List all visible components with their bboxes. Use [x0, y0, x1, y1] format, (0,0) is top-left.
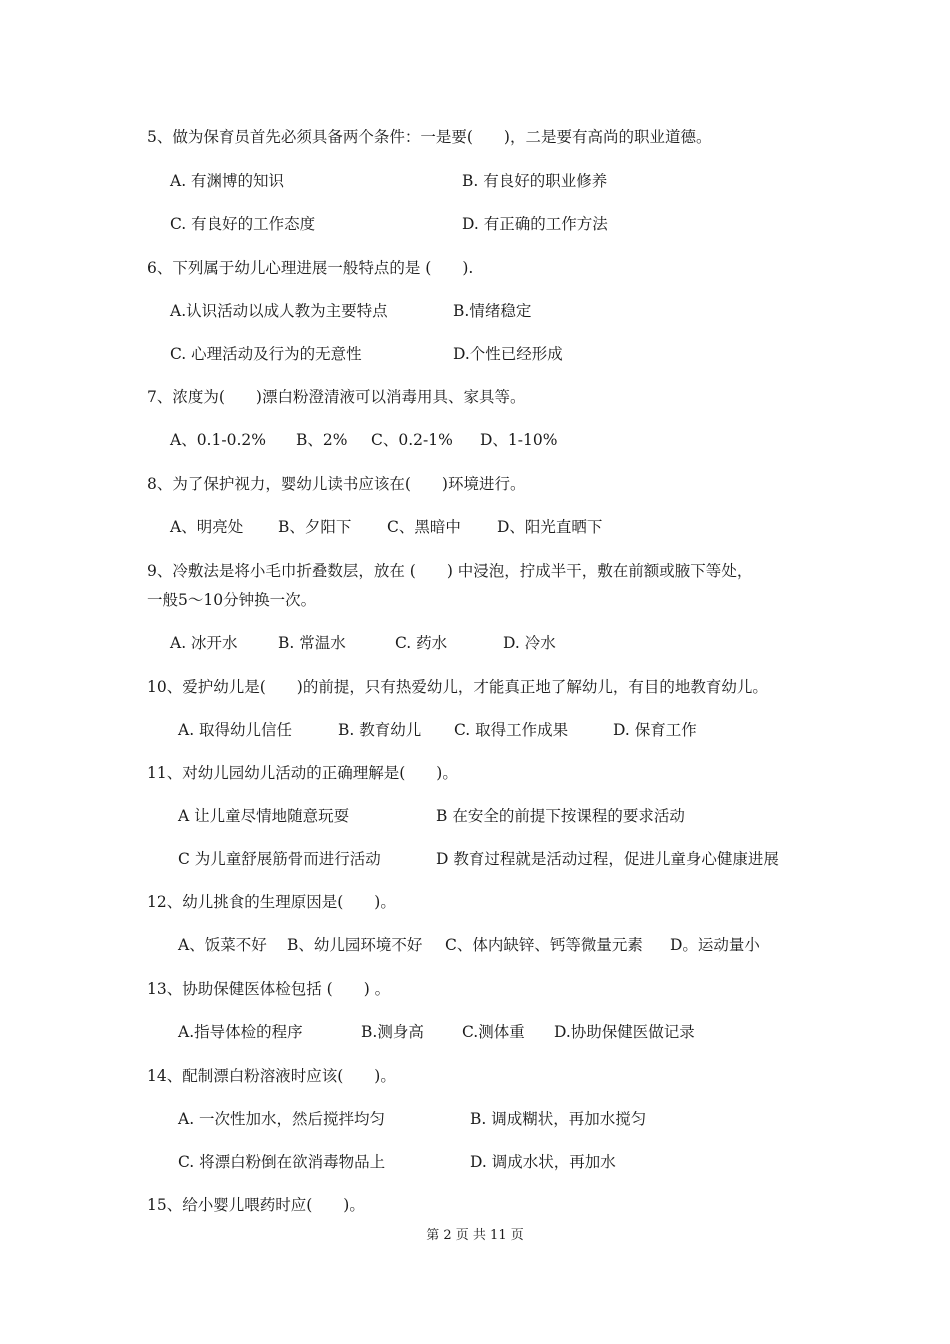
- q6-option-a: A.认识活动以成人教为主要特点: [170, 302, 388, 320]
- q13-option-d: D.协助保健医做记录: [554, 1023, 695, 1041]
- q10-option-b: B. 教育幼儿: [338, 721, 422, 739]
- q14-option-b: B. 调成糊状，再加水搅匀: [470, 1110, 647, 1128]
- question-13-stem: 13、协助保健医体检包括 ( ) 。: [147, 980, 391, 998]
- q14-option-a: A. 一次性加水，然后搅拌均匀: [178, 1110, 386, 1128]
- page-number-footer: 第 2 页 共 11 页: [426, 1228, 524, 1243]
- question-14-stem: 14、配制漂白粉溶液时应该( )。: [147, 1067, 396, 1085]
- question-12-stem: 12、幼儿挑食的生理原因是( )。: [147, 893, 396, 911]
- q8-option-b: B、夕阳下: [278, 518, 352, 536]
- q5-option-c: C. 有良好的工作态度: [170, 215, 316, 233]
- q9-option-a: A. 冰开水: [170, 634, 238, 652]
- question-9-stem-continued: 一般5～10分钟换一次。: [147, 591, 317, 609]
- q12-option-c: C、体内缺锌、钙等微量元素: [445, 936, 643, 954]
- q5-option-d: D. 有正确的工作方法: [462, 215, 608, 233]
- question-11-stem: 11、对幼儿园幼儿活动的正确理解是( )。: [147, 764, 458, 782]
- q6-option-c: C. 心理活动及行为的无意性: [170, 345, 362, 363]
- q12-option-d: D。运动量小: [670, 936, 760, 954]
- q10-option-c: C. 取得工作成果: [454, 721, 569, 739]
- q7-option-d: D、1-10%: [480, 431, 558, 449]
- q9-option-d: D. 冷水: [503, 634, 556, 652]
- question-15-stem: 15、给小婴儿喂药时应( )。: [147, 1196, 365, 1214]
- q14-option-c: C. 将漂白粉倒在欲消毒物品上: [178, 1153, 386, 1171]
- question-8-stem: 8、为了保护视力，婴幼儿读书应该在( )环境进行。: [147, 475, 526, 493]
- q13-option-a: A.指导体检的程序: [178, 1023, 303, 1041]
- q11-option-a: A 让儿童尽情地随意玩耍: [178, 807, 350, 825]
- q7-option-b: B、2%: [296, 431, 348, 449]
- q14-option-d: D. 调成水状，再加水: [470, 1153, 616, 1171]
- q5-option-a: A. 有渊博的知识: [170, 172, 285, 190]
- q9-option-b: B. 常温水: [278, 634, 346, 652]
- question-9-stem: 9、冷敷法是将小毛巾折叠数层，放在 ( ) 中浸泡，拧成半干，敷在前额或腋下等处，: [147, 562, 753, 580]
- question-5-stem: 5、做为保育员首先必须具备两个条件：一是要( )，二是要有高尚的职业道德。: [147, 128, 712, 146]
- q11-option-b: B 在安全的前提下按课程的要求活动: [436, 807, 685, 825]
- q6-option-b: B.情绪稳定: [453, 302, 532, 320]
- question-7-stem: 7、浓度为( )漂白粉澄清液可以消毒用具、家具等。: [147, 388, 526, 406]
- q8-option-c: C、黑暗中: [387, 518, 461, 536]
- question-6-stem: 6、下列属于幼儿心理进展一般特点的是 ( ).: [147, 259, 474, 277]
- q5-option-b: B. 有良好的职业修养: [462, 172, 608, 190]
- q13-option-c: C.测体重: [462, 1023, 525, 1041]
- q7-option-c: C、0.2-1%: [371, 431, 453, 449]
- q7-option-a: A、0.1-0.2%: [170, 431, 266, 449]
- q12-option-a: A、饭菜不好: [178, 936, 267, 954]
- q11-option-c: C 为儿童舒展筋骨而进行活动: [178, 850, 381, 868]
- q10-option-d: D. 保育工作: [613, 721, 697, 739]
- q13-option-b: B.测身高: [361, 1023, 424, 1041]
- q10-option-a: A. 取得幼儿信任: [178, 721, 293, 739]
- q9-option-c: C. 药水: [395, 634, 448, 652]
- q6-option-d: D.个性已经形成: [453, 345, 563, 363]
- q11-option-d: D 教育过程就是活动过程，促进儿童身心健康进展: [436, 850, 779, 868]
- q8-option-a: A、明亮处: [170, 518, 244, 536]
- q12-option-b: B、幼儿园环境不好: [287, 936, 423, 954]
- q8-option-d: D、阳光直晒下: [497, 518, 603, 536]
- question-10-stem: 10、爱护幼儿是( )的前提，只有热爱幼儿，才能真正地了解幼儿，有目的地教育幼儿。: [147, 678, 768, 696]
